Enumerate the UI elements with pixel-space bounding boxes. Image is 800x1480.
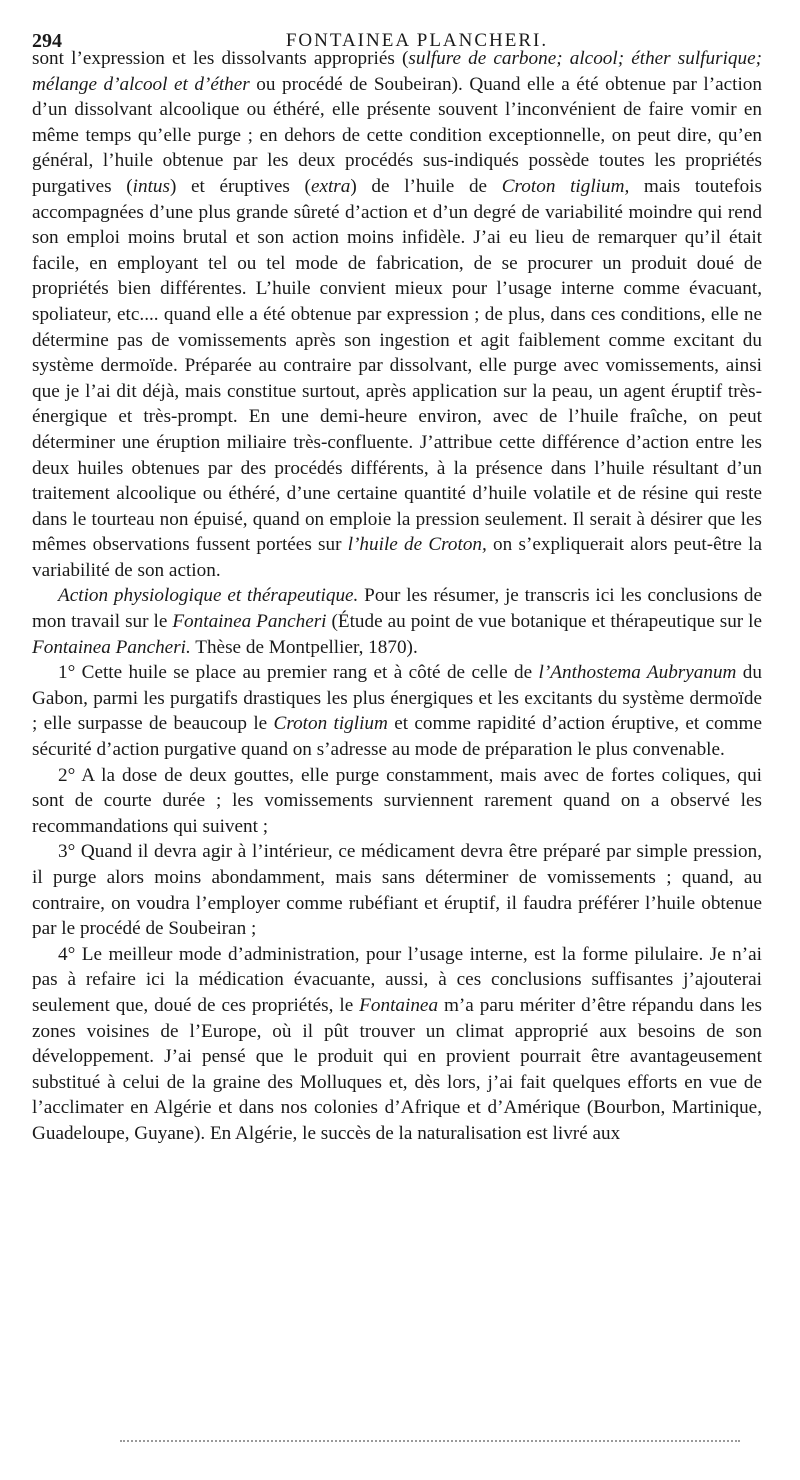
text-run: ) de l’huile de — [350, 175, 502, 197]
paragraph — [32, 46, 762, 583]
text-run: 3° Quand il devra agir à l’intérieur, ce médicament devra être préparé par simple pression, il purge alors moins abondamment, mais sans déterminer de vomissements ; quand, au contraire, on voudra l’employer comme rubéfiant et éruptif, il faudra préférer l’huile obtenue par le procédé de Soubeiran ; — [32, 841, 762, 940]
italic-text: Fontainea — [359, 994, 439, 1016]
text-run: ) et éruptives ( — [169, 175, 311, 197]
text-run: mais toutefois accompagnées d’une plus grande sûreté d’action et d’un degré de variabilité moindre qui rend son emploi moins brutal et son action moins infidèle. J’ai eu lieu de remarquer qu’il était facile, en employant tel ou tel mode de fabrication, de se procurer un produit doué de propriétés bien différentes. L’huile convient mieux pour l’usage interne comme évacuant, spoliateur, etc.... quand elle a été obtenue par expression ; de plus, dans ces conditions, elle ne détermine pas de vomissements après son ingestion et agit faiblement comme excitant du système dermoïde. Préparée au contraire par dissolvant, elle purge avec vomissements, ainsi que je l’ai dit déjà, mais constitue surtout, après application sur la peau, un agent éruptif très-énergique et très-prompt. En une demi-heure environ, avec de l’huile fraîche, on peut déterminer une éruption miliaire très-confluente. J’attribue cette différence d’action entre les deux huiles obtenues par des procédés différents, à la présence dans l’huile résultant d’un traitement alcoolique ou éthéré, d’une certaine quantité d’huile volatile et de résine qui reste dans le tourteau non épuisé, quand on emploie la pression seulement. Il serait à désirer que les mêmes observations fussent portées sur — [32, 175, 762, 556]
italic-text: Croton tiglium, — [501, 175, 630, 197]
page-header — [32, 6, 762, 52]
text-run: 2° A la dose de deux gouttes, elle purge constamment, mais avec de fortes coliques, qui sont de courte durée ; les vomissements surviennent rarement quand on a observé les recommandations qui suivent ; — [32, 764, 762, 837]
italic-text: Action physiologique et thérapeutique. — [58, 585, 359, 607]
text-run: et comme rapidité d’action éruptive, et comme sécurité d’action purgative quand on s’adresse au mode de préparation le plus convenable. — [32, 713, 762, 761]
italic-text: Croton tiglium — [273, 713, 388, 735]
text-run: Pour les résumer, je transcris ici les conclusions de mon travail sur le — [32, 585, 763, 633]
italic-text: l’huile de Croton, — [347, 534, 487, 556]
italic-text: extra — [310, 175, 351, 197]
italic-text: Fontainea Pancheri — [172, 611, 327, 633]
body-text — [32, 46, 762, 1147]
italic-text: sulfure de carbone; alcool; éther sulfurique; mélange d’alcool et d’éther — [32, 48, 762, 95]
text-run: du Gabon, parmi les purgatifs drastiques les plus énergiques et les excitants du système dermoïde ; elle surpasse de beaucoup le — [32, 662, 762, 735]
text-run: sont l’expression et les dissolvants appropriés ( — [32, 48, 409, 69]
text-run: Thèse de Montpellier, 1870). — [190, 636, 418, 658]
paragraph — [32, 660, 762, 762]
page-number: 294 — [32, 30, 62, 52]
text-run: 4° Le meilleur mode d’administration, pour l’usage interne, est la forme pilulaire. Je n’ai pas à refaire ici la médication évacuante, aussi, à ces conclusions suffisantes j’ajouterai seulement que, doué de ces propriétés, le — [32, 943, 762, 1016]
text-run: (Étude au point de vue botanique et thérapeutique sur le — [326, 611, 763, 633]
italic-text: l’Anthostema Aubryanum — [538, 662, 737, 684]
text-run: m’a paru mériter d’être répandu dans les zones voisines de l’Europe, où il pût trouver un climat approprié aux besoins de son développement. J’ai pensé que le produit qui en provient pourrait être avantageusement substitué à celui de la graine des Molluques et, dès lors, j’ai fait quelques efforts en vue de l’acclimater en Algérie et dans nos colonies d’Afrique et d’Amérique (Bourbon, Martinique, Guadeloupe, Guyane). En Algérie, le succès de la naturalisation est livré aux — [32, 994, 762, 1144]
text-run: 1° Cette huile se place au premier rang et à côté de celle de — [58, 662, 539, 684]
running-title: FONTAINEA PLANCHERI. — [285, 30, 549, 51]
text-run: on s’expliquerait alors peut-être la variabilité de son action. — [32, 534, 762, 581]
italic-text: intus — [132, 175, 170, 197]
italic-text: Fontainea Pancheri. — [32, 636, 191, 658]
text-run: ou procédé de Soubeiran). Quand elle a été obtenue par l’action d’un dissolvant alcoolique ou éthéré, elle présente souvent l’inconvénient de faire vomir en même temps qu’elle purge ; en dehors de cette condition exceptionnelle, on peut dire, qu’en général, l’huile obtenue par les deux procédés sus-indiqués possède toutes les propriétés purgatives ( — [32, 73, 762, 197]
page-bottom-bleed-through — [120, 1440, 740, 1442]
paragraph — [32, 839, 762, 941]
paragraph — [32, 763, 762, 840]
paragraph — [32, 583, 762, 660]
paragraph — [32, 942, 762, 1147]
